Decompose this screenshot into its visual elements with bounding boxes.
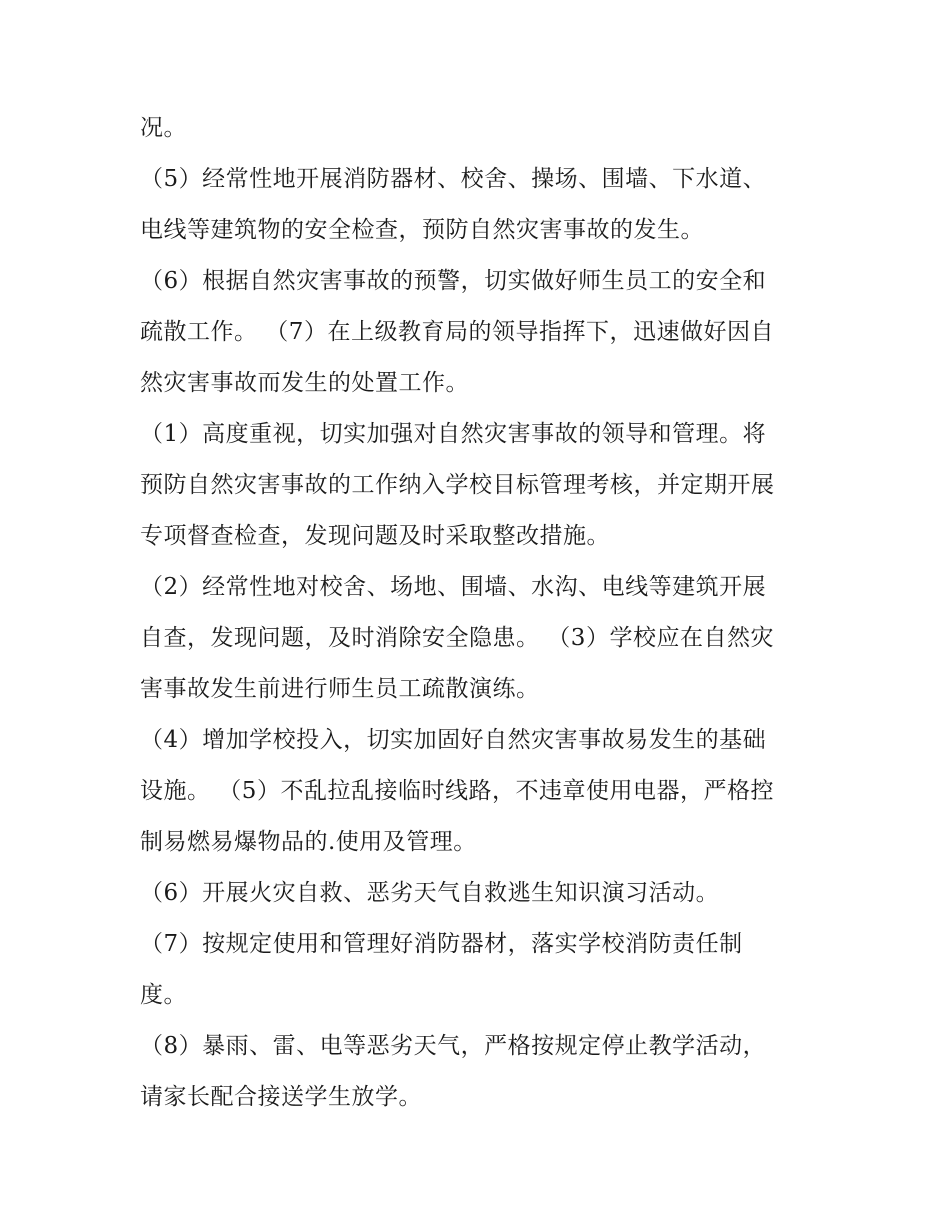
text-line-8: 预防自然灾害事故的工作纳入学校目标管理考核，并定期开展	[140, 472, 775, 498]
text-line-5: 疏散工作。 （7）在上级教育局的领导指挥下，迅速做好因自	[140, 319, 774, 345]
text-line-16: （6）开展火灾自救、恶劣天气自救逃生知识演习活动。	[140, 880, 720, 906]
text-line-15: 制易燃易爆物品的.使用及管理。	[140, 829, 477, 855]
text-line-10: （2）经常性地对校舍、场地、围墙、水沟、电线等建筑开展	[140, 574, 767, 600]
text-line-12: 害事故发生前进行师生员工疏散演练。	[140, 676, 540, 702]
text-line-14: 设施。 （5）不乱拉乱接临时线路，不违章使用电器，严格控	[140, 778, 774, 804]
text-line-7: （1）高度重视，切实加强对自然灾害事故的领导和管理。将	[140, 421, 767, 447]
text-line-18: 度。	[140, 982, 187, 1008]
text-line-19: （8）暴雨、雷、电等恶劣天气，严格按规定停止教学活动，	[140, 1033, 767, 1059]
text-line-3: 电线等建筑物的安全检查，预防自然灾害事故的发生。	[140, 217, 704, 243]
text-line-17: （7）按规定使用和管理好消防器材，落实学校消防责任制	[140, 931, 743, 957]
text-line-20: 请家长配合接送学生放学。	[140, 1084, 422, 1110]
text-line-1: 况。	[140, 115, 187, 141]
text-line-6: 然灾害事故而发生的处置工作。	[140, 370, 469, 396]
text-line-13: （4）增加学校投入，切实加固好自然灾害事故易发生的基础	[140, 727, 767, 753]
text-line-11: 自查，发现问题，及时消除安全隐患。 （3）学校应在自然灾	[140, 625, 774, 651]
text-line-9: 专项督查检查，发现问题及时采取整改措施。	[140, 523, 610, 549]
text-line-4: （6）根据自然灾害事故的预警，切实做好师生员工的安全和	[140, 268, 767, 294]
text-line-2: （5）经常性地开展消防器材、校舍、操场、围墙、下水道、	[140, 166, 767, 192]
